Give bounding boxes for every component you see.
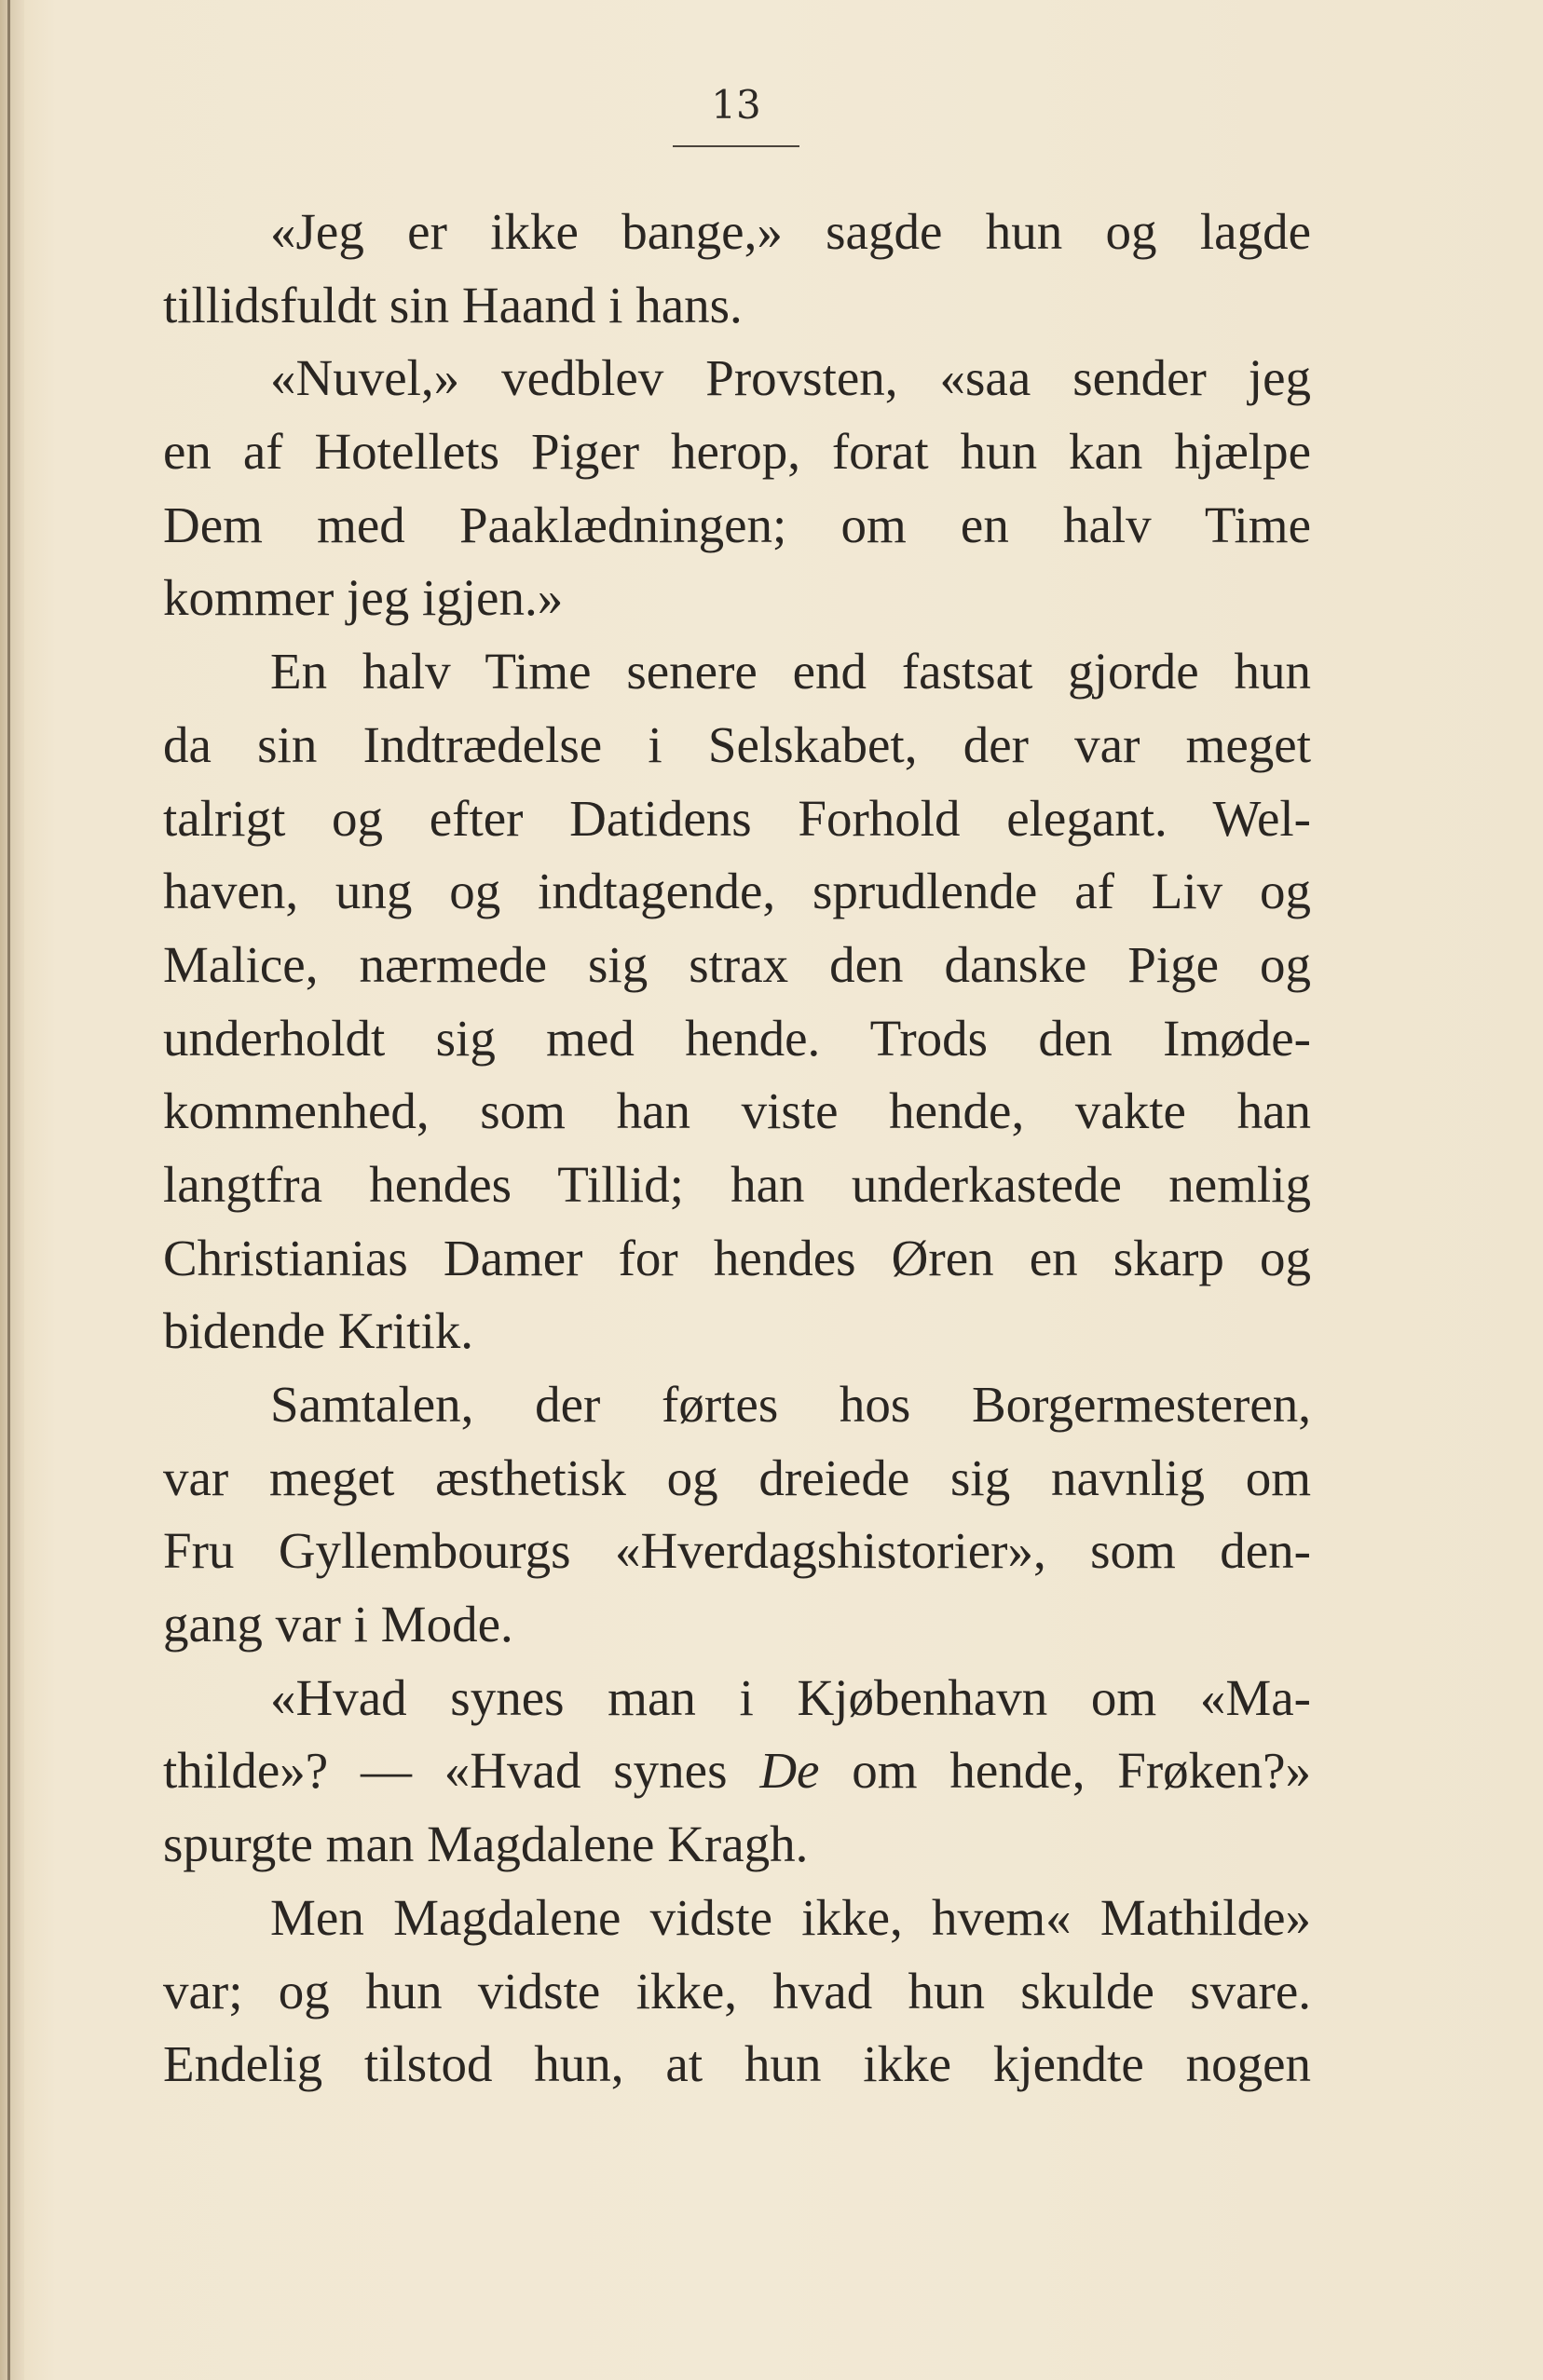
text-line-17: Samtalen, der førtes hos Borgermesteren, [270,1376,1311,1433]
text-line-21: «Hvad synes man i Kjøbenhavn om «Ma- [270,1668,1311,1726]
text-line-24: Men Magdalene vidste ikke, hvem« Mathilde» [270,1888,1311,1946]
text-line-2: tillidsfuldt sin Haand i hans. [163,276,743,333]
text-line-19: Fru Gyllembourgs «Hverdagshistorier», som den- [163,1522,1311,1580]
text-line-9: talrigt og efter Datidens Forhold elegant. Wel- [163,789,1311,847]
text-line-20: gang var i Mode. [163,1596,513,1653]
text-line-18: var meget æsthetisk og dreiede sig navnlig om [163,1448,1311,1506]
text-line-16: bidende Kritik. [163,1302,473,1360]
text-line-15: Christianias Damer for hendes Øren en skarp og [163,1229,1311,1286]
text-line-11: Malice, nærmede sig strax den danske Pige og [163,935,1311,993]
page-binding-line [7,0,10,2380]
text-line-14: langtfra hendes Tillid; han underkastede nemlig [163,1155,1311,1213]
text-line-22-italic: De [759,1742,820,1800]
text-line-22-before: thilde»? — «Hvad synes [163,1742,760,1800]
body-text [163,196,1311,2101]
text-line-22-after: om hende, Frøken?» [819,1742,1311,1800]
text-line-7: En halv Time senere end fastsat gjorde hun [270,643,1311,700]
page-binding-edge [0,0,24,2380]
text-line-6: kommer jeg igjen.» [163,569,564,627]
text-line-8: da sin Indtrædelse i Selskabet, der var meget [163,715,1311,773]
text-line-4: en af Hotellets Piger herop, forat hun kan hjælpe [163,423,1311,481]
text-line-22 [163,1734,1311,1808]
text-line-23: spurgte man Magdalene Kragh. [163,1816,809,1873]
text-line-13: kommenhed, som han viste hende, vakte han [163,1082,1311,1140]
text-line-10: haven, ung og indtagende, sprudlende af Liv og [163,863,1311,920]
text-line-3: «Nuvel,» vedblev Provsten, «saa sender jeg [270,349,1311,407]
text-line-12: underholdt sig med hende. Trods den Imøde- [163,1009,1311,1067]
text-line-5: Dem med Paaklædningen; om en halv Time [163,496,1311,553]
text-line-26: Endelig tilstod hun, at hun ikke kjendte nogen [163,2035,1311,2093]
text-line-25: var; og hun vidste ikke, hvad hun skulde svare. [163,1962,1311,2020]
page-number: 13 [711,82,761,128]
text-line-1: «Jeg er ikke bange,» sagde hun og lagde [270,203,1311,260]
page-number-rule [673,145,799,147]
